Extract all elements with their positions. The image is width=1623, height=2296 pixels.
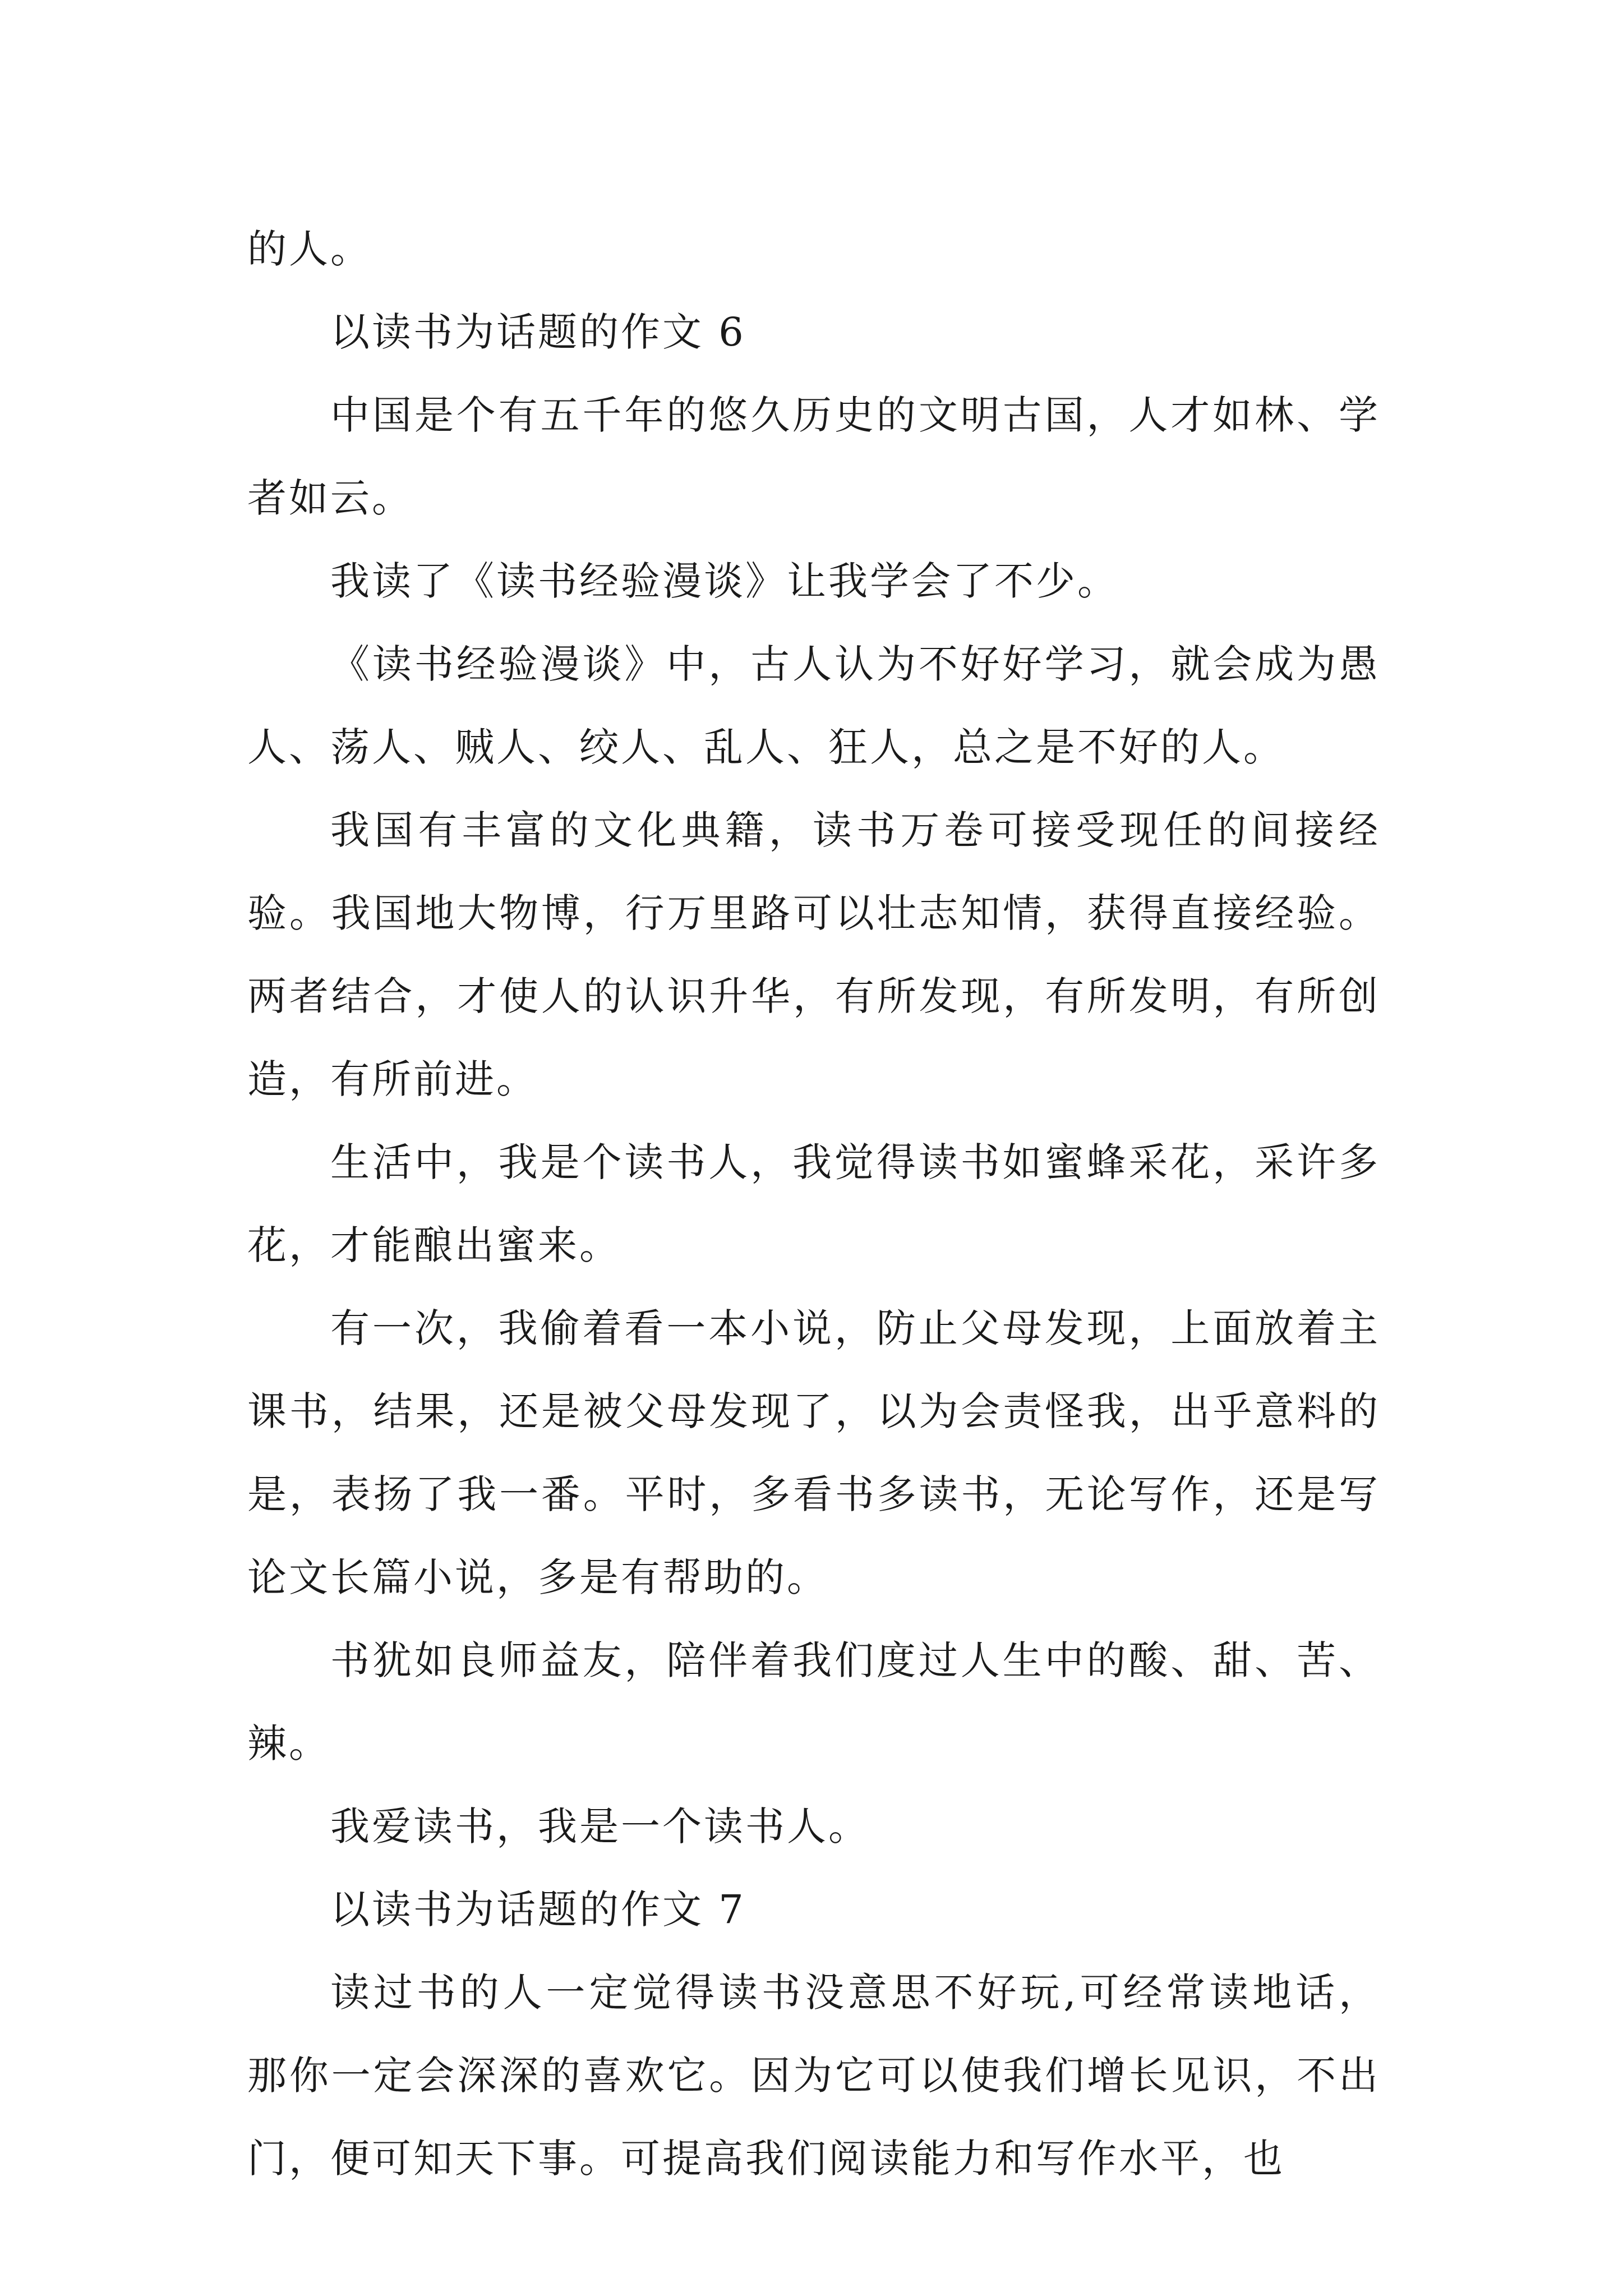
paragraph: 《读书经验漫谈》中，古人认为不好好学习，就会成为愚人、荡人、贼人、绞人、乱人、狂人，总之是不好的人。: [247, 641, 1380, 770]
paragraph: 我国有丰富的文化典籍，读书万卷可接受现任的间接经验。我国地大物博，行万里路可以壮志知情，获得直接经验。两者结合，才使人的认识升华，有所发现，有所发明，有所创造，有所前进。: [247, 807, 1380, 1102]
essay-heading-7: 以读书为话题的作文 7: [330, 1887, 746, 1932]
paragraph: 书犹如良师益友，陪伴着我们度过人生中的酸、甜、苦、辣。: [247, 1637, 1380, 1766]
paragraph: 生活中，我是个读书人，我觉得读书如蜜蜂采花，采许多花，才能酿出蜜来。: [247, 1139, 1380, 1268]
paragraph: 我爱读书，我是一个读书人。: [330, 1803, 870, 1849]
paragraph: 有一次，我偷着看一本小说，防止父母发现，上面放着主课书，结果，还是被父母发现了，以为会责怪我，出乎意料的是，表扬了我一番。平时，多看书多读书，无论写作，还是写论文长篇小说，多是有帮助的。: [247, 1305, 1380, 1600]
document-body: [247, 208, 1380, 2200]
paragraph: 我读了《读书经验漫谈》让我学会了不少。: [330, 558, 1119, 604]
paragraph: 中国是个有五千年的悠久历史的文明古国，人才如林、学者如云。: [247, 392, 1380, 521]
paragraph-continuation: 的人。: [247, 226, 372, 272]
essay-heading-6: 以读书为话题的作文 6: [330, 309, 746, 355]
paragraph: 读过书的人一定觉得读书没意思不好玩,可经常读地话，那你一定会深深的喜欢它。因为它可以使我们增长见识，不出门，便可知天下事。可提高我们阅读能力和写作水平，也: [247, 1970, 1380, 2182]
